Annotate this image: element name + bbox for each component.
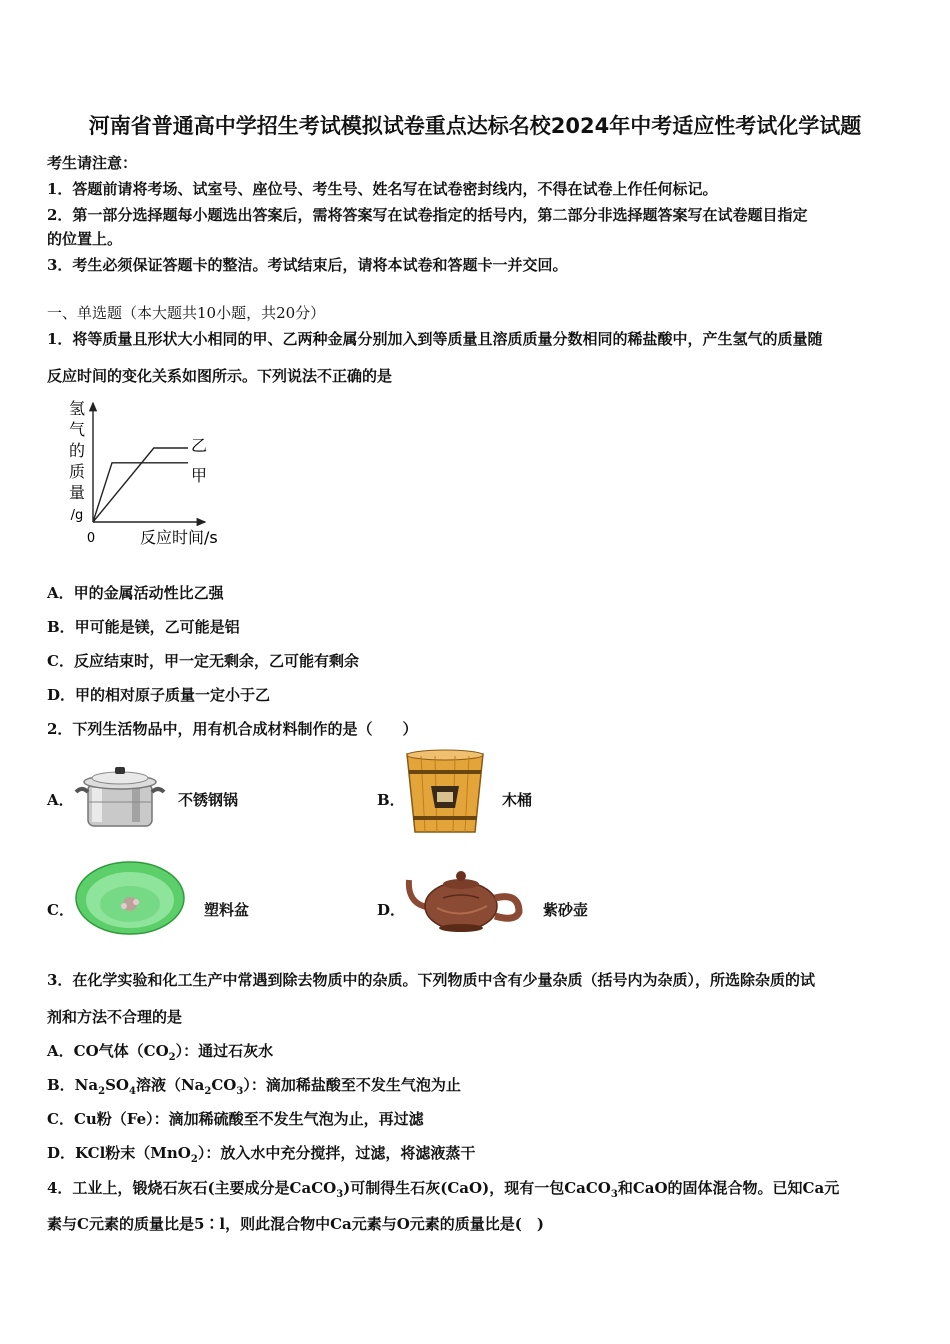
q1-stem: 反应时间的变化关系如图所示。下列说法不正确的是 [47, 367, 393, 385]
q1-option-d: D．甲的相对原子质量一定小于乙 [47, 686, 271, 704]
q3-stem: 3．在化学实验和化工生产中常遇到除去物质中的杂质。下列物质中含有少量杂质（括号内为杂质），所选除杂质的试 [47, 971, 815, 989]
notice-item: 的位置上。 [47, 230, 123, 248]
series-label: 甲 [191, 465, 208, 485]
q4-stem: 4．工业上，锻烧石灰石(主要成分是CaCO$_3$)可制得生石灰(CaO)，现有一包CaCO$_3$和CaO的固体混合物。已知Ca元 [47, 1179, 840, 1200]
q2-option-c-letter: C． [47, 901, 74, 919]
q2-option-d-letter: D． [377, 901, 406, 919]
q4-stem: 素与C元素的质量比是5∶l，则此混合物中Ca元素与O元素的质量比是( ) [47, 1215, 544, 1233]
q3-option-b: B．$Na_2SO_4$溶液$(Na_2CO_3)$：滴加稀盐酸至不发生气泡为止 [47, 1076, 461, 1097]
wooden-bucket-icon [403, 748, 487, 836]
q2-option-c-label: 塑料盆 [204, 901, 250, 919]
q2-option-a-label: 不锈钢锅 [178, 791, 239, 809]
q2-option-b-label: 木桶 [502, 791, 533, 809]
q1-option-b: B．甲可能是镁，乙可能是铝 [47, 618, 240, 636]
q2-option-d-label: 紫砂壶 [543, 901, 589, 919]
q1-option-a: A．甲的金属活动性比乙强 [47, 584, 224, 602]
series-label: 乙 [191, 436, 208, 455]
notice-heading: 考生请注意： [47, 154, 138, 172]
x-axis-label: 反应时间/s [140, 528, 218, 547]
q2-option-a-letter: A． [47, 791, 74, 809]
notice-item: 3．考生必须保证答题卡的整洁。考试结束后，请将本试卷和答题卡一并交回。 [47, 256, 568, 274]
series-line-yi [93, 448, 188, 522]
y-axis-label-char: 质 [68, 462, 86, 481]
origin-label: 0 [86, 531, 96, 546]
series-line-jia [93, 463, 188, 522]
clay-teapot-icon [403, 862, 525, 936]
page-title: 河南省普通高中学招生考试模拟试卷重点达标名校2024年中考适应性考试化学试题 [88, 114, 862, 138]
y-axis-label-char: 的 [68, 441, 86, 460]
q3-option-c: C．Cu粉（Fe）：滴加稀硫酸至不发生气泡为止，再过滤 [47, 1110, 424, 1128]
q2-stem: 2．下列生活物品中，用有机合成材料制作的是（ ） [47, 720, 418, 738]
section-heading: 一、单选题（本大题共10小题，共20分） [47, 304, 326, 322]
y-axis-label-char: 氢 [68, 399, 86, 418]
q1-stem: 1．将等质量且形状大小相同的甲、乙两种金属分别加入到等质量且溶质质量分数相同的稀盐酸中，产生氢气的质量随 [47, 330, 823, 348]
hydrogen-mass-chart [60, 395, 240, 555]
y-axis-label-char: 气 [68, 420, 86, 439]
q1-option-c: C．反应结束时，甲一定无剩余，乙可能有剩余 [47, 652, 359, 670]
y-axis-label-char: /g [70, 508, 84, 523]
q3-stem: 剂和方法不合理的是 [47, 1008, 183, 1026]
notice-item: 2．第一部分选择题每小题选出答案后，需将答案写在试卷指定的括号内，第二部分非选择题答案写在试卷题目指定 [47, 206, 808, 224]
q3-option-d: D．KCl粉末（MnO$_2$）：放入水中充分搅拌，过滤，将滤液蒸干 [47, 1144, 476, 1165]
q3-option-a: A．CO气体$(CO_2)$：通过石灰水 [47, 1042, 274, 1063]
notice-item: 1．答题前请将考场、试室号、座位号、考生号、姓名写在试卷密封线内，不得在试卷上作任何标记。 [47, 180, 718, 198]
y-axis-label-char: 量 [68, 483, 86, 502]
y-axis-label [69, 399, 85, 523]
stainless-pot-icon [72, 762, 168, 834]
q2-option-b-letter: B． [377, 791, 405, 809]
plastic-basin-icon [74, 860, 186, 936]
